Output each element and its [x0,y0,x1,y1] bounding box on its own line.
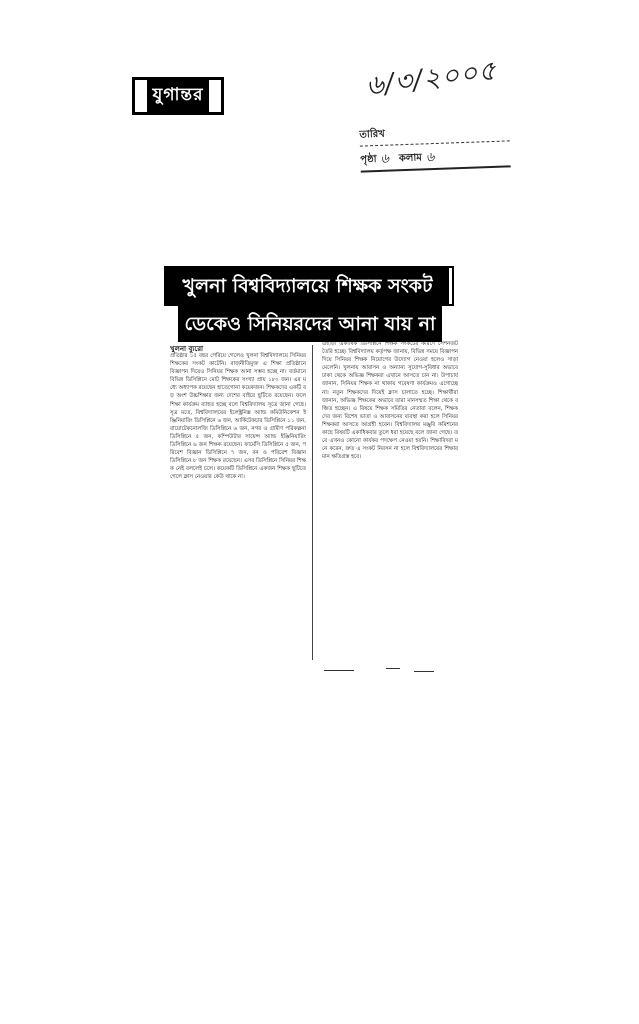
column-divider [312,345,313,660]
stamp-page-label: পৃষ্ঠা [360,153,377,166]
byline: খুলনা ব্যুরো [170,345,204,353]
stamp-date-label: তারিখ [359,128,385,141]
headline-line-1: খুলনা বিশ্ববিদ্যালয়ে শিক্ষক সংকট [166,268,452,304]
stamp-page-value: ৬ [380,151,390,167]
handwritten-date: ৬/৩/২০০৫ [364,55,499,102]
stamp-page-row [360,145,511,172]
clipping-bottom-edge [324,666,464,676]
stamp-column-label: কলাম [398,151,423,164]
article-body-right-column: এছাড়া একাধিক ডিসিপ্লিনে শিক্ষক সংকটের কারণে সেশনজট তৈরি হচ্ছে। বিশ্ববিদ্যালয় কর্তৃপক্ষ জানায়, বিভিন্ন সময়ে বিজ্ঞাপন দিয়ে সিনিয়র শিক্ষক নিয়োগের উদ্যোগ নেওয়া হলেও সাড়া মেলেনি। খুলনায় আবাসন ও অন্যান্য সুযোগ-সুবিধার অভাবে ঢাকা থেকে অভিজ্ঞ শিক্ষকরা এখানে আসতে চান না। উপাচার্য জানান, সিনিয়র শিক্ষক না থাকায় গবেষণা কার্যক্রমও এগোচ্ছে না। নতুন শিক্ষকদের দিয়েই ক্লাস চালাতে হচ্ছে। শিক্ষার্থীরা জানান, অভিজ্ঞ শিক্ষকের অভাবে তারা মানসম্মত শিক্ষা থেকে বঞ্চিত হচ্ছেন। এ বিষয়ে শিক্ষক সমিতির নেতারা বলেন, শিক্ষকদের জন্য বিশেষ ভাতা ও আবাসনের ব্যবস্থা করা হলে সিনিয়র শিক্ষকরা আসতে আগ্রহী হবেন। বিশ্ববিদ্যালয় মঞ্জুরি কমিশনের কাছে বিষয়টি একাধিকবার তুলে ধরা হয়েছে বলে জানা গেছে। তবে এখনও কোনো কার্যকর পদক্ষেপ নেওয়া হয়নি। শিক্ষাবিদরা মনে করেন, দ্রুত এ সংকট নিরসন না হলে বিশ্ববিদ্যালয়ের শিক্ষার মান ক্ষতিগ্রস্ত হবে। [322,341,458,461]
masthead-name: যুগান্তর [147,80,210,112]
stamp-date-row [359,120,510,146]
article-body-left-column: প্রতিষ্ঠার ১৫ বছর পেরিয়ে গেলেও খুলনা বিশ্ববিদ্যালয়ে সিনিয়র শিক্ষকের সংকট কাটেনি। রাজনীতিমুক্ত এ শিক্ষা প্রতিষ্ঠানে বিজ্ঞাপন দিয়েও সিনিয়র শিক্ষক আনা সম্ভব হচ্ছে না। বর্তমানে বিভিন্ন ডিসিপ্লিনে মোট শিক্ষকের সংখ্যা প্রায় ১৮০ জন। এর মধ্যে অধ্যাপক রয়েছেন হাতেগোনা কয়েকজন। শিক্ষকদের একটি বড় অংশ উচ্চশিক্ষার জন্য দেশের বাইরে ছুটিতে রয়েছেন। ফলে শিক্ষা কার্যক্রম ব্যাহত হচ্ছে বলে বিশ্ববিদ্যালয় সূত্রে জানা গেছে। সূত্র মতে, বিশ্ববিদ্যালয়ের ইলেক্ট্রনিক্স অ্যান্ড কমিউনিকেশন ইঞ্জিনিয়ারিং ডিসিপ্লিনে ৬ জন, আর্কিটেকচার ডিসিপ্লিনে ১১ জন, বায়োটেকনোলজি ডিসিপ্লিনে ৬ জন, নগর ও গ্রামীণ পরিকল্পনা ডিসিপ্লিনে ৫ জন, কম্পিউটার সায়েন্স অ্যান্ড ইঞ্জিনিয়ারিং ডিসিপ্লিনে ৬ জন শিক্ষক রয়েছেন। ফার্মেসি ডিসিপ্লিনে ৫ জন, পরিবেশ বিজ্ঞান ডিসিপ্লিনে ৭ জন, বন ও পরিবেশ বিজ্ঞান ডিসিপ্লিনে ৮ জন শিক্ষক রয়েছেন। এসব ডিসিপ্লিনে সিনিয়র শিক্ষক নেই বললেই চলে। কয়েকটি ডিসিপ্লিনে একজন শিক্ষক ছুটিতে গেলে ক্লাস নেওয়ার কেউ থাকে না। [170,353,306,481]
stamp-column-value: ৬ [425,149,435,165]
headline-line-2: ডেকেও সিনিয়রদের আনা যায় না [178,306,442,342]
newspaper-masthead-logo [132,77,224,115]
clipping-stamp [359,120,511,177]
